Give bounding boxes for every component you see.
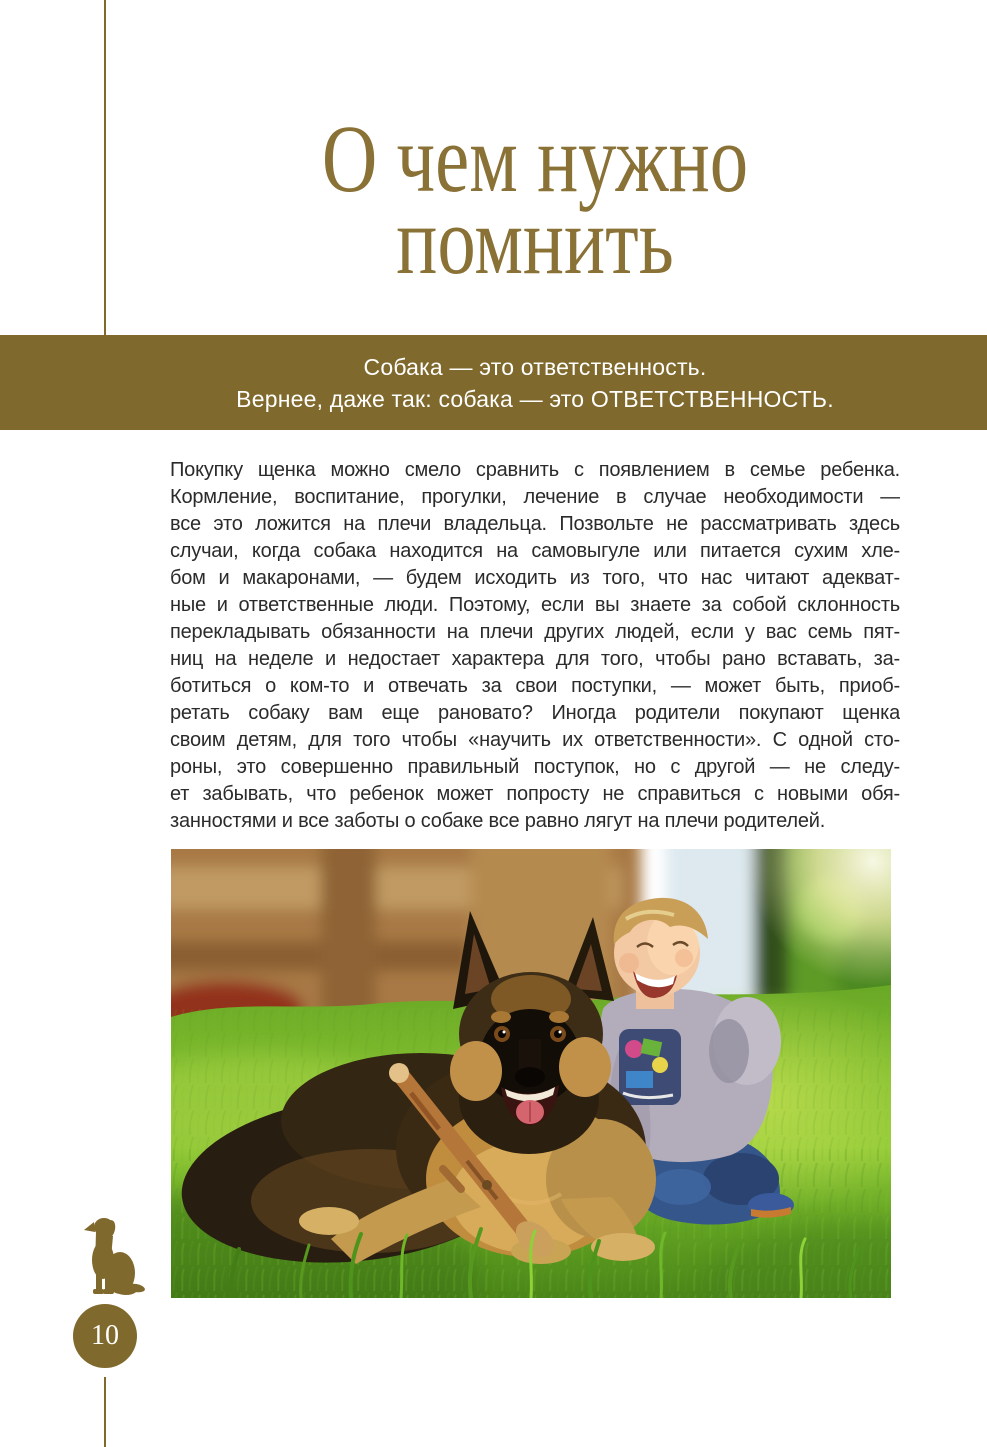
- body-text-line: Покупку щенка можно смело сравнить с появлением в семье ребенка.: [170, 459, 900, 481]
- photo-boy-and-german-shepherd: [171, 849, 891, 1298]
- page-number-badge: [73, 1304, 137, 1368]
- body-text-line: ные и ответственные люди. Поэтому, если вы знаете за собой склонность: [170, 594, 900, 616]
- body-text-line: все это ложится на плечи владельца. Позвольте не рассматривать здесь: [170, 513, 900, 535]
- hoodie-print: [619, 1029, 681, 1105]
- left-rule-bottom: [104, 1377, 106, 1447]
- page-number: 10: [91, 1320, 119, 1351]
- body-text-line: случаи, когда собака находится на самовыгуле или питается сухим хле-: [170, 540, 900, 562]
- body-text-line: роны, это совершенно правильный поступок, но с другой — не следу-: [170, 756, 900, 778]
- quote-line-2: Вернее, даже так: собака — это ОТВЕТСТВЕННОСТЬ.: [236, 385, 834, 412]
- body-text-line: ет забывать, что ребенок может попросту не справиться с новыми обя-: [170, 783, 900, 805]
- body-text-line: своим детям, для того чтобы «научить их ответственности». С одной сто-: [170, 729, 900, 751]
- left-rule-top: [104, 0, 106, 335]
- chapter-title: [209, 105, 860, 294]
- dog-silhouette-icon: [83, 1216, 145, 1296]
- quote-line-1: Собака — это ответственность.: [363, 353, 707, 380]
- body-text-line: перекладывать обязанности на плечи других людей, если у вас семь пят-: [170, 621, 900, 643]
- photo-illustration: [171, 849, 891, 1298]
- body-text-line: ретать собаку вам еще рановато? Иногда родители покупают щенка: [170, 702, 900, 724]
- body-text-line: ботиться о ком-то и отвечать за свои поступки, — может быть, приоб-: [170, 675, 900, 697]
- body-text-line: Кормление, воспитание, прогулки, лечение в случае необходимости —: [170, 486, 900, 508]
- body-text-line: занностями и все заботы о собаке все равно лягут на плечи родителей.: [170, 810, 826, 832]
- body-text-line: ниц на неделе и недостает характера для того, чтобы рано вставать, за-: [170, 648, 900, 670]
- body-text-line: бом и макаронами, — будем исходить из того, что нас читают адекват-: [170, 567, 900, 589]
- quote-banner-text: [170, 351, 900, 415]
- chapter-title-line-1: О чем нужно: [321, 105, 749, 212]
- chapter-title-line-2: помнить: [396, 187, 674, 294]
- body-paragraph: [170, 457, 900, 835]
- quote-banner: [0, 335, 987, 430]
